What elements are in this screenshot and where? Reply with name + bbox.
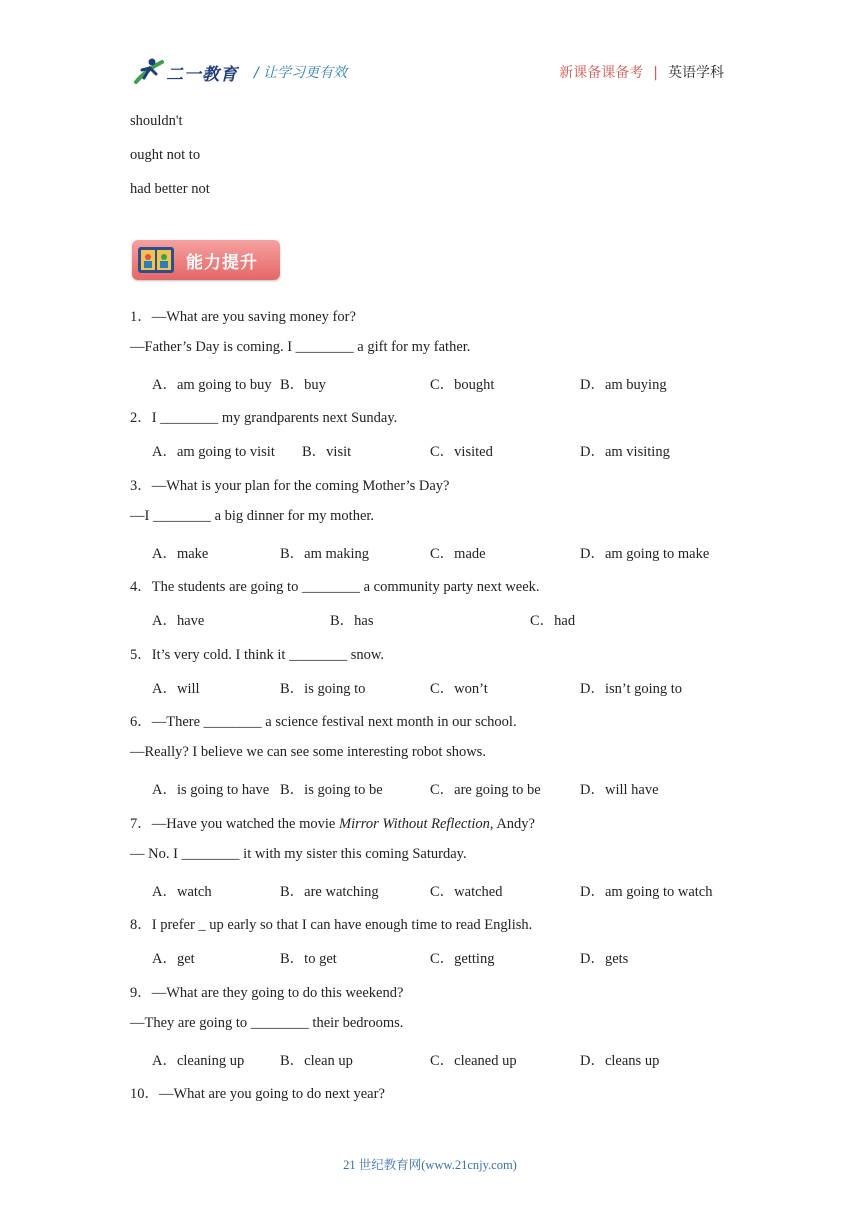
option-d: D．will have bbox=[580, 782, 659, 798]
option-b: B．buy bbox=[280, 377, 326, 393]
option-c: C．bought bbox=[430, 377, 495, 393]
question-text: , Andy? bbox=[489, 816, 535, 832]
option-d: D．am going to make bbox=[580, 546, 710, 562]
options-row bbox=[130, 677, 830, 697]
subject-label: 英语学科 bbox=[668, 65, 724, 81]
option-c: C．cleaned up bbox=[430, 1053, 517, 1069]
option-c: C．watched bbox=[430, 884, 503, 900]
option-d: D．isn’t going to bbox=[580, 681, 683, 697]
option-d: D．am going to watch bbox=[580, 884, 713, 900]
question-text: 7．—Have you watched the movie bbox=[130, 816, 339, 832]
course-label: 新课备课备考 bbox=[559, 65, 644, 81]
option-b: B．to get bbox=[280, 951, 337, 967]
question-line bbox=[130, 812, 535, 833]
option-a: A．make bbox=[152, 546, 209, 562]
option-a: A．will bbox=[152, 681, 200, 697]
runner-logo-icon bbox=[132, 56, 166, 88]
question-line: 9．—What are they going to do this weekend? bbox=[130, 985, 404, 1001]
header-right bbox=[559, 62, 724, 82]
question-line: 4．The students are going to ________ a community party next week. bbox=[130, 579, 540, 595]
options-row bbox=[130, 778, 830, 798]
question-line: 3．—What is your plan for the coming Mother’s Day? bbox=[130, 478, 450, 494]
question-line: 1．—What are you saving money for? bbox=[130, 309, 356, 325]
option-c: C．made bbox=[430, 546, 486, 562]
logo-text: 二一教育 bbox=[166, 65, 238, 85]
people-icon bbox=[138, 247, 174, 273]
option-d: D．gets bbox=[580, 951, 629, 967]
question-line: —Really? I believe we can see some interesting robot shows. bbox=[130, 744, 486, 760]
option-a: A．get bbox=[152, 951, 195, 967]
option-b: B．are watching bbox=[280, 884, 379, 900]
question-line: —Father’s Day is coming. I ________ a gift for my father. bbox=[130, 339, 471, 355]
options-row bbox=[130, 1049, 830, 1069]
options-row bbox=[130, 373, 830, 393]
option-a: A．is going to have bbox=[152, 782, 270, 798]
question-line: —I ________ a big dinner for my mother. bbox=[130, 508, 375, 524]
option-a: A．cleaning up bbox=[152, 1053, 245, 1069]
prev-option: had better not bbox=[130, 181, 210, 197]
option-c: C．are going to be bbox=[430, 782, 541, 798]
question-line: 8．I prefer _ up early so that I can have enough time to read English. bbox=[130, 917, 533, 933]
option-c: C．getting bbox=[430, 951, 495, 967]
option-b: B．clean up bbox=[280, 1053, 353, 1069]
option-d: D．am visiting bbox=[580, 444, 670, 460]
option-d: D．am buying bbox=[580, 377, 667, 393]
section-badge bbox=[132, 240, 280, 280]
option-b: B．am making bbox=[280, 546, 370, 562]
options-row bbox=[130, 440, 830, 460]
question-line: 2．I ________ my grandparents next Sunday. bbox=[130, 410, 398, 426]
prev-option: shouldn't bbox=[130, 113, 183, 129]
option-a: A．have bbox=[152, 613, 205, 629]
question-line: 6．—There ________ a science festival next month in our school. bbox=[130, 714, 517, 730]
options-row bbox=[130, 542, 830, 562]
slogan: / 让学习更有效 bbox=[254, 65, 348, 81]
options-row bbox=[130, 609, 830, 629]
option-d: D．cleans up bbox=[580, 1053, 660, 1069]
movie-title: Mirror Without Reflection bbox=[338, 816, 490, 832]
option-a: A．watch bbox=[152, 884, 212, 900]
option-c: C．won’t bbox=[430, 681, 488, 697]
option-b: B．has bbox=[330, 613, 374, 629]
question-line: 10．—What are you going to do next year? bbox=[130, 1086, 385, 1102]
header-separator: | bbox=[653, 65, 658, 81]
question-line: —They are going to ________ their bedrooms. bbox=[130, 1015, 404, 1031]
options-row bbox=[130, 947, 830, 967]
option-a: A．am going to buy bbox=[152, 377, 272, 393]
option-a: A．am going to visit bbox=[152, 444, 275, 460]
option-c: C．visited bbox=[430, 444, 493, 460]
option-b: B．visit bbox=[302, 444, 352, 460]
option-c: C．had bbox=[530, 613, 576, 629]
question-line: — No. I ________ it with my sister this coming Saturday. bbox=[130, 846, 467, 862]
page-header bbox=[0, 0, 860, 100]
page-footer: 21 世纪教育网(www.21cnjy.com) bbox=[343, 1158, 517, 1172]
logo bbox=[132, 56, 240, 88]
option-b: B．is going to bbox=[280, 681, 366, 697]
options-row bbox=[130, 880, 830, 900]
option-b: B．is going to be bbox=[280, 782, 383, 798]
prev-option: ought not to bbox=[130, 147, 201, 163]
section-badge-label: 能力提升 bbox=[186, 253, 258, 273]
question-line: 5．It’s very cold. I think it ________ snow. bbox=[130, 647, 384, 663]
